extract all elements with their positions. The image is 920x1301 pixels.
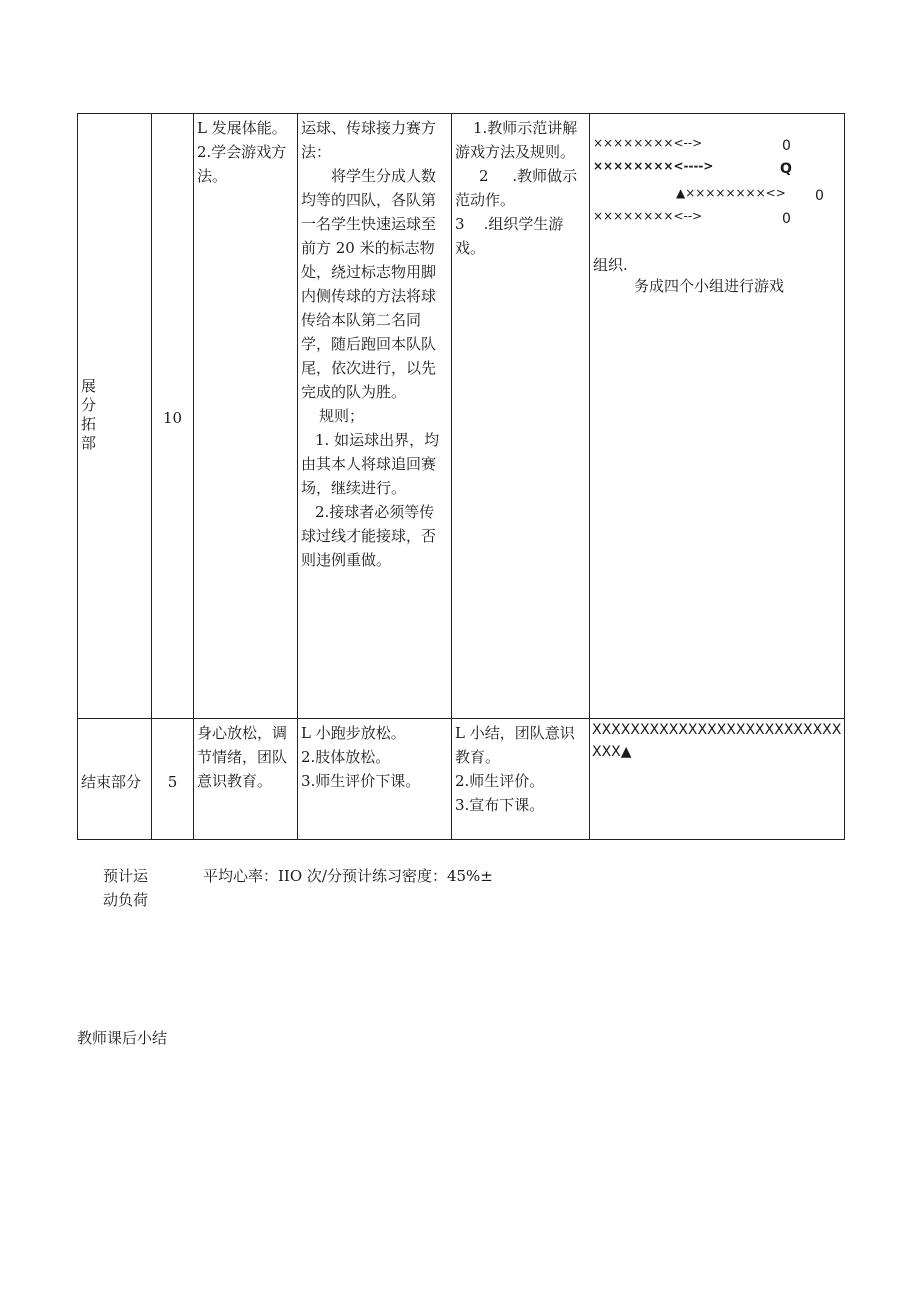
content-title: 运球、传球接力赛方法： (301, 119, 437, 161)
goal-item: 2.学会游戏方法。 (197, 143, 287, 185)
content-item: L 小跑步放松。 (301, 723, 406, 742)
method-item: 1.教师示范讲解游戏方法及规则。 (455, 119, 578, 161)
formation-mark: 0 (782, 211, 791, 227)
time-cell (152, 718, 194, 839)
organization-cell (590, 718, 845, 839)
method-item: 2 .教师做示范动作。 (455, 167, 578, 209)
part-label: 结束部分 (81, 772, 142, 791)
content-desc: 将学生分成人数均等的四队，各队第一名学生快速运球至前方 20 米的标志物处，绕过标志物用脚内侧传球的方法将球传给本队第二名同学，随后跑回本队队尾，依次进行，以先完成的队为胜。 (301, 167, 437, 401)
end-formation: XXXXXXXXXXXXXXXXXXXXXXXXXXXXX▲ (592, 721, 842, 760)
methods-cell (452, 718, 590, 839)
formation-line: ××××××××<--> (593, 209, 703, 223)
part-cell (78, 114, 152, 719)
content-cell (298, 114, 452, 719)
organization-note: 组织. (593, 256, 628, 274)
load-text: 平均心率：IIO 次/分预计练习密度：45%± (203, 867, 493, 885)
organization-cell (590, 114, 845, 719)
rule-item: 2.接球者必须等传球过线才能接球，否则违例重做。 (301, 503, 437, 569)
goal-item: L 发展体能。 (197, 119, 287, 137)
formation-line: ▲××××××××<> (676, 186, 786, 200)
goals-cell (194, 114, 298, 719)
formation-mark: 0 (815, 188, 824, 204)
organization-note: 务成四个小组进行游戏 (634, 277, 785, 295)
lesson-plan-table (77, 113, 845, 840)
method-item: 2.师生评价。 (455, 771, 545, 790)
content-item: 3.师生评价下课。 (301, 771, 421, 790)
part-label: 展 分 拓 部 (81, 377, 97, 452)
method-item: L 小结，团队意识教育。 (455, 723, 575, 766)
formation-mark: 0 (782, 138, 791, 154)
method-item: 3 .组织学生游戏。 (455, 215, 564, 257)
rules-title: 规则； (319, 407, 365, 425)
summary-label: 教师课后小结 (77, 1029, 168, 1047)
part-cell (78, 718, 152, 839)
load-label: 预计运 动负荷 (103, 867, 149, 909)
method-item: 3.宣布下课。 (455, 795, 545, 814)
goals-cell (194, 718, 298, 839)
time-value: 5 (167, 772, 178, 791)
time-cell (152, 114, 194, 719)
table-row (78, 718, 845, 839)
formation-line: ××××××××<--> (593, 136, 703, 150)
table-row (78, 114, 845, 719)
formation-mark: Q (780, 161, 792, 177)
methods-cell (452, 114, 590, 719)
content-item: 2.肢体放松。 (301, 747, 391, 766)
content-cell (298, 718, 452, 839)
formation-line: ××××××××<----> (593, 159, 714, 173)
time-value: 10 (162, 409, 183, 427)
goal-text: 身心放松，调节情绪，团队意识教育。 (197, 723, 288, 790)
rule-item: 1. 如运球出界，均由其本人将球追回赛场，继续进行。 (301, 431, 440, 497)
